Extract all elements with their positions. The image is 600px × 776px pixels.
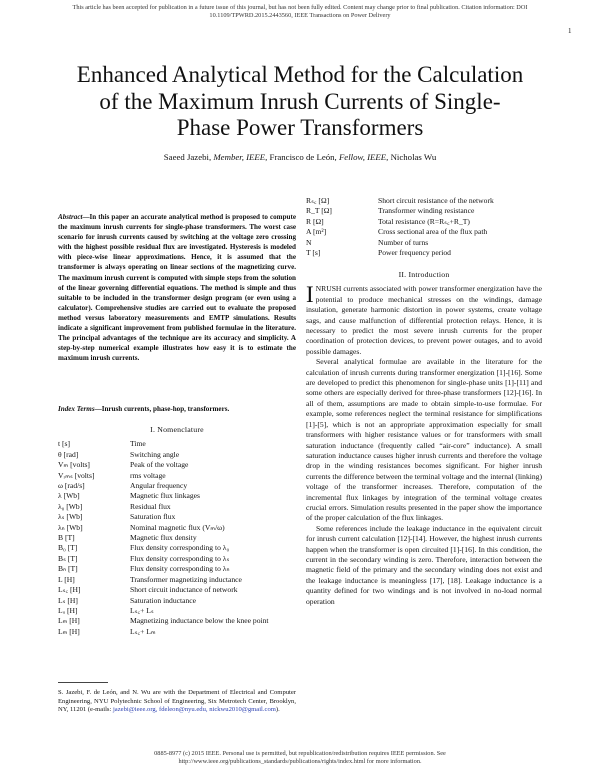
nomenclature-symbol: A [m²] [306,227,327,237]
nomenclature-symbol: Rₛ꜀ [Ω] [306,196,330,205]
nomenclature-symbol: L [H] [58,574,75,584]
nomenclature-symbol: Vᵣₘₛ [volts] [58,470,95,480]
nomenclature-row [58,596,269,606]
nomenclature-symbol: Lᵤ [H] [58,605,78,615]
index-terms [58,404,296,414]
author-1-role: Member, IEEE [213,152,266,162]
nomenclature-description: Lₛ꜀+ Lₛ [130,605,154,615]
nomenclature-symbol: B₀ [T] [58,543,78,553]
nomenclature-description: Time [130,439,146,449]
nomenclature-row [58,616,269,626]
nomenclature-row [58,491,269,501]
nomenclature-description: Magnetic flux linkages [130,491,201,501]
footnote-end: ). [275,706,280,714]
abstract [58,212,296,363]
nomenclature-row [306,217,494,227]
nomenclature-row [306,238,494,248]
nomenclature-row [58,481,269,491]
introduction-section [306,270,542,607]
nomenclature-symbol: Bₛ [T] [58,553,78,563]
nomenclature-symbol: R_T [Ω] [306,206,332,216]
intro-paragraph-2: Several analytical formulae are available in the literature for the calculation of inrush currents during transformer energization [1]-[16]. Some are developed to predict this phenomenon for single-phase units [1]-[11] and some others are especially derived for three-phase transformers [12]-[16]. In all of them, assumptions are made to obtain simple-to-use formulae. For example, some references neglect the terminal resistance for simplifications [1]-[5], which is not an appropriate approximation especially for small transformers with higher resistance values or for transformers with small saturation inductance (frequently called “air-core” inductance). A small saturation inductance causes higher inrush currents and therefore the voltage drop in the winding resistances becomes significant. For higher inrush currents the difference between the terminal voltage and the internal (linking) voltage of the transformer increases. Therefore, computation of the incremental flux linkages by integration of the terminal voltage creates crucial errors. Simulation results presented in the paper show the importance of the proper calculation of the flux linkages. [306,357,542,523]
nomenclature-description: Transformer magnetizing inductance [130,574,242,584]
header-line-1: This article has been accepted for publication in a future issue of this journal, but has not been fully edited. Content may change prior to final publication. Citation information: DOI [72,4,528,11]
nomenclature-description: Saturation flux [130,512,176,522]
author-1: Saeed Jazebi, [163,152,212,162]
nomenclature-description: Saturation inductance [130,595,197,605]
copyright-line-1: 0885-8977 (c) 2015 IEEE. Personal use is permitted, but republication/redistribution requires IEEE permission. See [154,750,446,757]
nomenclature-description: Lₛ꜀+ Lₘ [130,626,156,636]
nomenclature-description: Total resistance (R=Rₛ꜀+R_T) [378,216,470,226]
nomenclature-table-right [306,196,494,258]
nomenclature-row [58,450,269,460]
nomenclature-row [58,523,269,533]
title-line-2: of the Maximum Inrush Currents of Single- [99,88,501,114]
nomenclature-description: Flux density corresponding to λ₀ [130,543,230,553]
author-2: , Francisco de León, [265,152,337,162]
nomenclature-description: Residual flux [130,501,171,511]
nomenclature-row [58,606,269,616]
nomenclature-section [58,425,296,637]
footnote-emails[interactable]: jazebi@ieee.org, fdeleon@nyu.edu, nickwu2010@gmail.com [112,706,276,714]
nomenclature-description: Flux density corresponding to λₙ [130,564,230,574]
intro-paragraph-1 [306,284,542,357]
author-3: , Nicholas Wu [386,152,437,162]
nomenclature-row [58,471,269,481]
nomenclature-symbol: λ₀ [Wb] [58,501,83,511]
nomenclature-symbol: T [s] [306,248,321,258]
abstract-label: Abstract [58,213,83,221]
nomenclature-symbol: t [s] [58,439,71,449]
nomenclature-symbol: Bₙ [T] [58,564,78,574]
nomenclature-row [306,227,494,237]
nomenclature-row [306,248,494,258]
nomenclature-row [58,502,269,512]
author-list [0,152,600,162]
nomenclature-row [58,460,269,470]
nomenclature-row [58,564,269,574]
nomenclature-symbol: R [Ω] [306,216,324,226]
footnote-rule [58,682,108,683]
nomenclature-description: Power frequency period [378,248,451,258]
nomenclature-description: Angular frequency [130,481,188,491]
nomenclature-description: Short circuit resistance of the network [378,196,494,205]
index-terms-label: Index Terms [58,405,95,413]
introduction-heading: II. Introduction [398,270,450,279]
nomenclature-symbol: λₛ [Wb] [58,512,83,522]
nomenclature-row [58,512,269,522]
copyright-footer [0,750,600,766]
title-line-3: Phase Power Transformers [176,115,424,140]
nomenclature-description: Magnetic flux density [130,533,197,543]
footnote-text: S. Jazebi, F. de León, and N. Wu are with the Department of Electrical and Computer Engineering, NYU Polytechnic School of Engineering, Six Metrotech Center, Brooklyn, NY, 11201 (e-mails: [58,689,296,714]
nomenclature-description: Short circuit inductance of network [130,585,238,595]
nomenclature-row [306,196,494,206]
nomenclature-symbol: λ [Wb] [58,491,80,501]
nomenclature-row [58,533,269,543]
nomenclature-description: Peak of the voltage [130,460,189,470]
author-2-role: Fellow, IEEE [338,152,387,162]
nomenclature-row [306,206,494,216]
intro-paragraph-1-text: NRUSH currents associated with power transformer energization have the potential to produce mechanical stresses on the windings, damage insulation, generate harmonic distortion in power systems, create voltage sags, and cause malfunction of differential protection relays. Hence, it is necessary to predict the most severe inrush currents for the proper coordination of protection devices, to prevent power outages, and to avoid possible damages. [306,284,542,356]
nomenclature-symbol: Lₛ [H] [58,595,78,605]
nomenclature-table [58,439,269,637]
index-terms-text: —Inrush currents, phase-hop, transformers. [94,405,230,413]
nomenclature-row [58,585,269,595]
nomenclature-row [58,627,269,637]
nomenclature-symbol: Vₘ [volts] [58,460,90,470]
copyright-line-2: http://www.ieee.org/publications_standards/publications/rights/index.html for more information. [178,758,422,765]
author-footnote [58,689,296,715]
nomenclature-description: Magnetizing inductance below the knee point [130,616,269,626]
nomenclature-heading: I. Nomenclature [150,425,204,434]
nomenclature-row [58,575,269,585]
header-line-2: 10.1109/TPWRD.2015.2443560, IEEE Transactions on Power Delivery [209,12,391,19]
nomenclature-description: Nominal magnetic flux (Vₘ/ω) [130,522,225,532]
nomenclature-symbol: B [T] [58,533,75,543]
nomenclature-description: Cross sectional area of the flux path [378,227,488,237]
nomenclature-symbol: Lₘ [H] [58,616,80,626]
abstract-text: —In this paper an accurate analytical method is proposed to compute the maximum inrush currents for single-phase transformers. The worst case scenario for inrush currents caused by switching at the voltage zero crossing with the highest possible residual flux are investigated. Hysteresis is modeled with piece-wise linear approximations. Hence, it is assumed that the transformer is always operating on linear sections of the magnetizing curve. The maximum inrush current is computed with simple steps from the solution of the linear governing differential equations. The method is simple and thus suitable to be included in the transformer design program (or even using a calculator). Comprehensive studies are carried out to evaluate the proposed method versus laboratory measurements and EMTP simulations. Results indicate a significant improvement from published formulae in the literature. The principal advantages of the technique are its accuracy and simplicity. A step-by-step numerical example illustrates how easy it is to estimate the maximum inrush currents. [58,213,296,363]
nomenclature-symbol: N [306,237,312,247]
nomenclature-symbol: θ [rad] [58,449,79,459]
nomenclature-row [58,543,269,553]
nomenclature-row [58,554,269,564]
nomenclature-row [58,439,269,449]
intro-paragraph-3: Some references include the leakage inductance in the equivalent circuit for inrush current calculation [12]-[14]. However, the highest inrush currents happen when the transformer is open circuited [1]-[16]. In this condition, the current in the secondary winding is zero. Therefore, interaction between the magnetic field of the primary and the secondary winding does not exist and the leakage inductance is meaningless [17], [18]. Leakage inductance is a quantity defined for two windings and is not involved in no-load normal operation [306,523,542,606]
paper-title [50,62,550,142]
nomenclature-description: Number of turns [378,237,429,247]
title-line-1: Enhanced Analytical Method for the Calculation [76,62,524,87]
nomenclature-symbol: Lₛ꜀ [H] [58,585,81,595]
drop-cap: I [306,282,314,308]
nomenclature-continued [306,196,542,258]
nomenclature-description: Switching angle [130,449,180,459]
journal-header [0,4,600,20]
nomenclature-description: Transformer winding resistance [378,206,475,216]
nomenclature-description: Flux density corresponding to λₛ [130,553,230,563]
page-number: 1 [568,27,572,35]
nomenclature-description: rms voltage [130,470,166,480]
nomenclature-symbol: ω [rad/s] [58,481,85,491]
nomenclature-symbol: λₙ [Wb] [58,522,83,532]
nomenclature-symbol: Lₘ [H] [58,626,80,636]
